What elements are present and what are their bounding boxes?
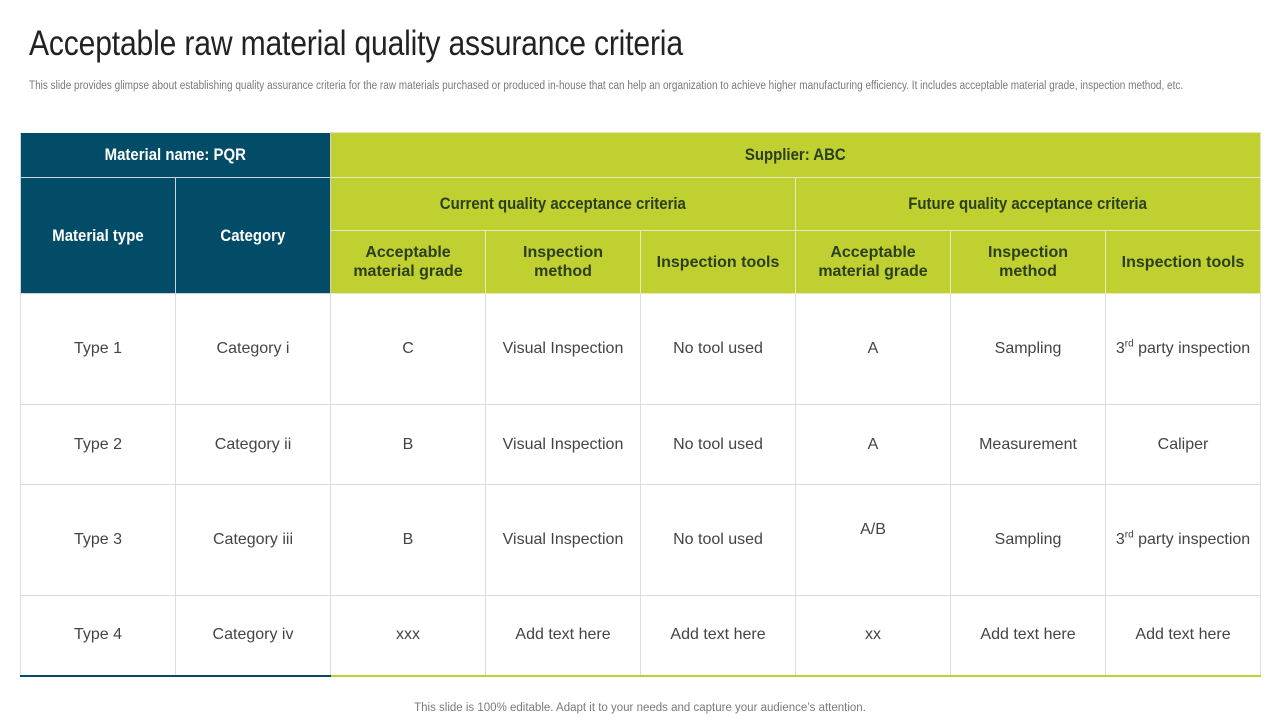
category-cell: Category ii — [176, 405, 331, 485]
future-tools-cell: Caliper — [1106, 405, 1261, 485]
current-criteria-header: Current quality acceptance criteria — [331, 178, 796, 231]
current-tools-cell: No tool used — [641, 294, 796, 405]
future-grade-cell: A — [796, 405, 951, 485]
material-type-cell: Type 3 — [21, 485, 176, 596]
table-row — [21, 485, 1261, 596]
current-grade-header: Acceptable material grade — [331, 231, 486, 294]
table-row — [21, 596, 1261, 676]
future-method-cell: Measurement — [951, 405, 1106, 485]
future-grade-cell: xx — [796, 596, 951, 676]
future-method-cell: Sampling — [951, 294, 1106, 405]
future-method-header: Inspection method — [951, 231, 1106, 294]
future-grade-cell: A — [796, 294, 951, 405]
supplier-header: Supplier: ABC — [331, 133, 1261, 178]
current-tools-header: Inspection tools — [641, 231, 796, 294]
slide-subtitle: This slide provides glimpse about establishing quality assurance criteria for the raw materials purchased or produced in-house that can help an organization to achieve higher manufacturing efficiency. It includes acceptable material grade, inspection method, etc. — [29, 80, 1184, 92]
material-type-cell: Type 1 — [21, 294, 176, 405]
category-cell: Category i — [176, 294, 331, 405]
future-grade-cell: A/B — [796, 485, 951, 596]
slide-footer: This slide is 100% editable. Adapt it to your needs and capture your audience’s attention. — [414, 702, 866, 714]
current-method-cell: Visual Inspection — [486, 485, 641, 596]
category-header: Category — [176, 178, 331, 294]
future-tools-header: Inspection tools — [1106, 231, 1261, 294]
future-method-cell: Add text here — [951, 596, 1106, 676]
future-grade-header: Acceptable material grade — [796, 231, 951, 294]
current-tools-cell: Add text here — [641, 596, 796, 676]
future-criteria-header: Future quality acceptance criteria — [796, 178, 1261, 231]
material-name-header: Material name: PQR — [21, 133, 331, 178]
table-row — [21, 405, 1261, 485]
category-cell: Category iii — [176, 485, 331, 596]
category-cell: Category iv — [176, 596, 331, 676]
future-method-cell: Sampling — [951, 485, 1106, 596]
current-method-cell: Visual Inspection — [486, 294, 641, 405]
material-type-cell: Type 4 — [21, 596, 176, 676]
future-tools-cell: Add text here — [1106, 596, 1261, 676]
material-type-cell: Type 2 — [21, 405, 176, 485]
slide-title: Acceptable raw material quality assurance criteria — [29, 24, 683, 63]
current-grade-cell: xxx — [331, 596, 486, 676]
current-grade-cell: B — [331, 405, 486, 485]
current-method-header: Inspection method — [486, 231, 641, 294]
future-tools-cell: 3rd party inspection — [1106, 485, 1261, 596]
current-method-cell: Add text here — [486, 596, 641, 676]
current-method-cell: Visual Inspection — [486, 405, 641, 485]
current-grade-cell: C — [331, 294, 486, 405]
table-row — [21, 294, 1261, 405]
future-tools-cell: 3rd party inspection — [1106, 294, 1261, 405]
current-grade-cell: B — [331, 485, 486, 596]
current-tools-cell: No tool used — [641, 485, 796, 596]
current-tools-cell: No tool used — [641, 405, 796, 485]
quality-criteria-table — [20, 132, 1261, 677]
material-type-header: Material type — [21, 178, 176, 294]
